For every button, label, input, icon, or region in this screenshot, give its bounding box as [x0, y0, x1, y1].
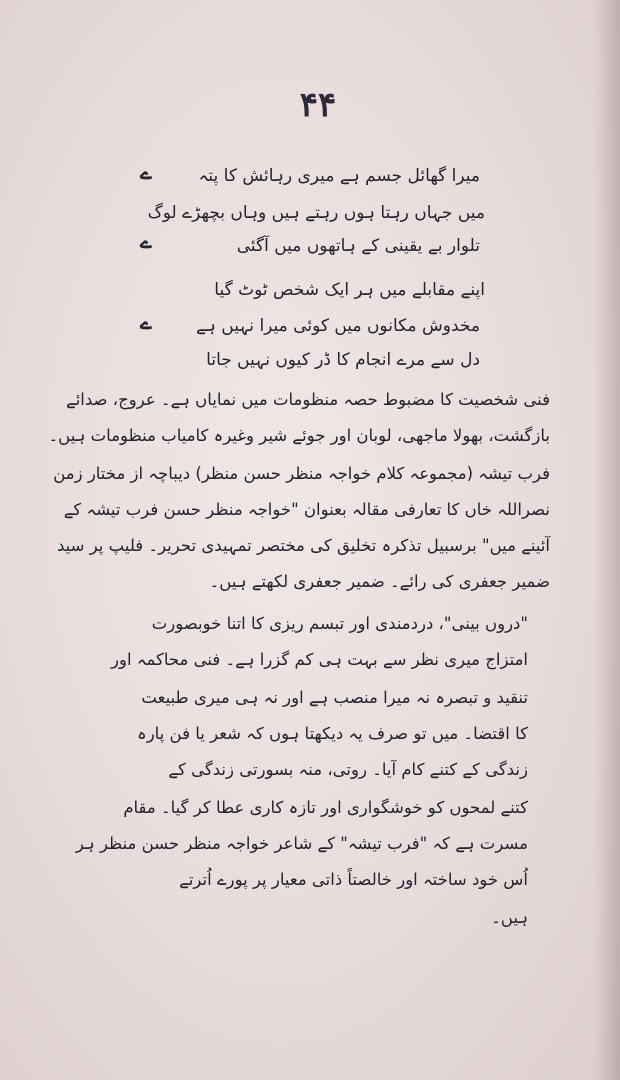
body-text-line: آئینے میں" برسبیل تذکرہ تخلیق کی مختصر تمہیدی تحریر۔ فلیپ پر سید [56, 536, 550, 555]
page-edge-shadow [594, 0, 620, 1080]
couplet-line: دل سے مرے انجام کا ڈر کیوں نہیں جاتا [206, 350, 480, 370]
quote-text-line: کتنے لمحوں کو خوشگواری اور تازہ کاری عطا کر گیا۔ مقام [123, 798, 528, 817]
couplet-line: اپنے مقابلے میں ہر ایک شخص ٹوٹ گیا [214, 280, 485, 300]
body-text-line: نصراللہ خاں کا تعارفی مقالہ بعنوان "خواجہ منظر حسن فرب تیشہ کے [63, 500, 550, 519]
quote-text-line: زندگی کے کتنے کام آیا۔ روتی، منہ بسورتی زندگی کے [168, 760, 528, 779]
body-text-line: فنی شخصیت کا مضبوط حصہ منظومات میں نمایاں ہے۔ عروج، صدائے [66, 390, 550, 409]
quote-text-line: امتزاج میری نظر سے بہت ہی کم گزرا ہے۔ فنی محاکمہ اور [111, 650, 528, 669]
couplet-line: میرا گھائل جسم ہے میری رہائش کا پتہ [198, 166, 480, 186]
quote-text-line: اُس خود ساختہ اور خالصتاً ذاتی معیار پر پورے اُترتے [179, 870, 528, 889]
quote-text-line: مسرت ہے کہ "فرب تیشہ" کے شاعر خواجہ منظر حسن منظر ہر [75, 834, 528, 853]
page-number: ۴۴ [299, 85, 337, 125]
quote-text-line: ہیں۔ [491, 908, 528, 927]
couplet-marker: ے [140, 160, 152, 184]
couplet-marker: ے [140, 229, 152, 253]
body-text-line: ضمیر جعفری کی رائے۔ ضمیر جعفری لکھتے ہیں۔ [209, 572, 550, 591]
couplet-marker: ے [140, 310, 152, 334]
quote-text-line: تنقید و تبصرہ نہ میرا منصب ہے اور نہ ہی میری طبیعت [141, 688, 528, 707]
body-text-line: فرب تیشہ (مجموعہ کلام خواجہ منظر حسن منظر) دیباچہ از مختار زمن [53, 464, 550, 483]
quote-text-line: "دروں بینی"، دردمندی اور تبسم ریزی کا اتنا خوبصورت [151, 614, 528, 633]
couplet-line: میں جہاں رہتا ہوں رہتے ہیں وہاں بچھڑے لوگ [147, 203, 485, 223]
quote-text-line: کا اقتضا۔ میں تو صرف یہ دیکھتا ہوں کہ شعر یا فن پارہ [137, 724, 528, 743]
body-text-line: بازگشت، بھولا ماجھی، لوبان اور جوئے شیر وغیرہ کامیاب منظومات ہیں۔ [48, 426, 550, 445]
couplet-line: مخدوش مکانوں میں کوئی میرا نہیں ہے [195, 316, 480, 336]
couplet-line: تلوار بے یقینی کے ہاتھوں میں آگئی [236, 236, 480, 256]
